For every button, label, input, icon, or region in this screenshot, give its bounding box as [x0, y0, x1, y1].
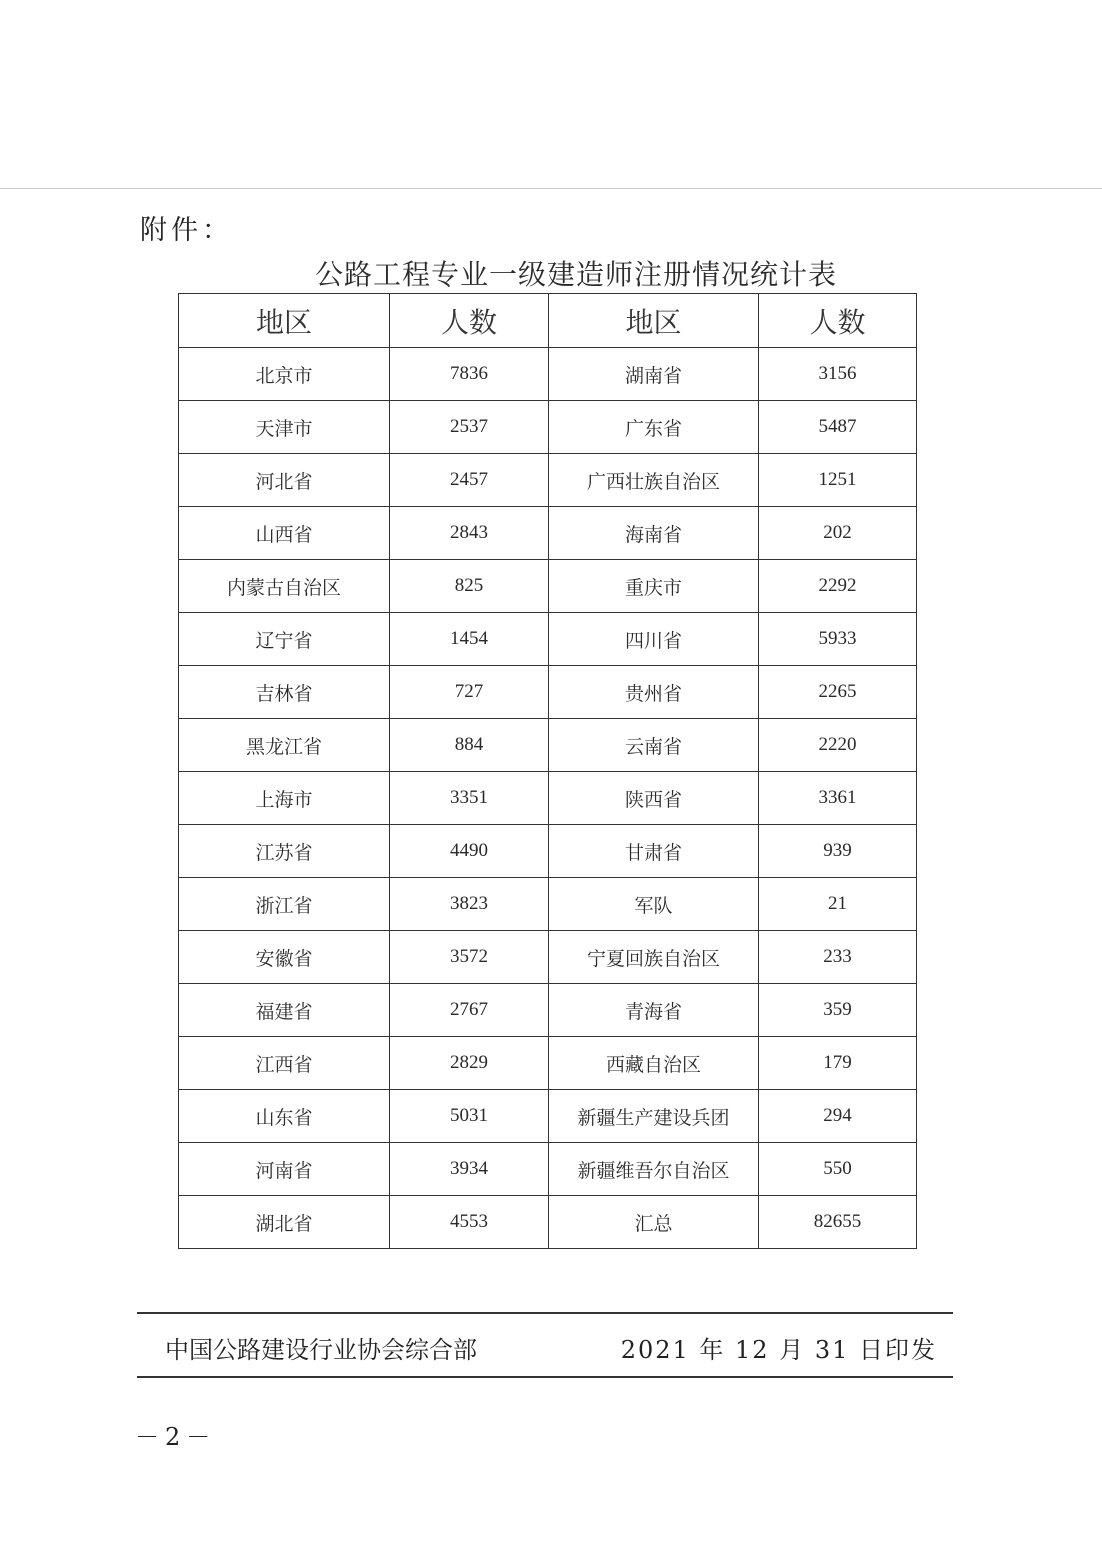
- scan-edge-line: [0, 188, 1102, 189]
- table-row: [179, 878, 917, 931]
- region-cell: 陕西省: [549, 772, 759, 825]
- region-cell: 河北省: [179, 454, 390, 507]
- region-cell: 河南省: [179, 1143, 390, 1196]
- region-cell: 宁夏回族自治区: [549, 931, 759, 984]
- table-row: [179, 931, 917, 984]
- region-cell: 军队: [549, 878, 759, 931]
- footer-rule-bottom: [137, 1376, 953, 1378]
- count-cell: 1251: [759, 454, 917, 507]
- region-cell: 湖南省: [549, 348, 759, 401]
- table-row: [179, 772, 917, 825]
- attachment-label: 附件：: [140, 215, 233, 246]
- region-cell: 西藏自治区: [549, 1037, 759, 1090]
- table-row: [179, 348, 917, 401]
- count-cell: 3351: [390, 772, 549, 825]
- count-cell: 3823: [390, 878, 549, 931]
- region-cell: 重庆市: [549, 560, 759, 613]
- count-cell: 3156: [759, 348, 917, 401]
- region-cell: 湖北省: [179, 1196, 390, 1249]
- header-count-left: 人数: [390, 294, 549, 348]
- table-row: [179, 719, 917, 772]
- table-row: [179, 401, 917, 454]
- region-cell: 云南省: [549, 719, 759, 772]
- region-cell: 辽宁省: [179, 613, 390, 666]
- count-cell: 2767: [390, 984, 549, 1037]
- count-cell: 5487: [759, 401, 917, 454]
- region-cell: 广西壮族自治区: [549, 454, 759, 507]
- header-count-right: 人数: [759, 294, 917, 348]
- region-cell: 汇总: [549, 1196, 759, 1249]
- table-row: [179, 507, 917, 560]
- count-cell: 179: [759, 1037, 917, 1090]
- count-cell: 3934: [390, 1143, 549, 1196]
- region-cell: 天津市: [179, 401, 390, 454]
- count-cell: 233: [759, 931, 917, 984]
- count-cell: 825: [390, 560, 549, 613]
- count-cell: 2843: [390, 507, 549, 560]
- table-row: [179, 1037, 917, 1090]
- header-region-left: 地区: [179, 294, 390, 348]
- table-row: [179, 825, 917, 878]
- count-cell: 5031: [390, 1090, 549, 1143]
- count-cell: 7836: [390, 348, 549, 401]
- count-cell: 5933: [759, 613, 917, 666]
- table-row: [179, 666, 917, 719]
- page-number: －2－: [135, 1423, 217, 1451]
- count-cell: 82655: [759, 1196, 917, 1249]
- count-cell: 727: [390, 666, 549, 719]
- region-cell: 新疆维吾尔自治区: [549, 1143, 759, 1196]
- count-cell: 939: [759, 825, 917, 878]
- header-region-right: 地区: [549, 294, 759, 348]
- region-cell: 四川省: [549, 613, 759, 666]
- region-cell: 福建省: [179, 984, 390, 1037]
- issue-date: 2021 年 12 月 31 日印发: [620, 1336, 937, 1364]
- table-row: [179, 1196, 917, 1249]
- region-cell: 上海市: [179, 772, 390, 825]
- region-cell: 安徽省: [179, 931, 390, 984]
- count-cell: 3572: [390, 931, 549, 984]
- region-cell: 山西省: [179, 507, 390, 560]
- region-cell: 海南省: [549, 507, 759, 560]
- region-cell: 江西省: [179, 1037, 390, 1090]
- table-row: [179, 560, 917, 613]
- region-cell: 青海省: [549, 984, 759, 1037]
- table-header-row: [179, 294, 917, 348]
- count-cell: 2457: [390, 454, 549, 507]
- table-row: [179, 613, 917, 666]
- region-cell: 吉林省: [179, 666, 390, 719]
- count-cell: 202: [759, 507, 917, 560]
- region-cell: 甘肃省: [549, 825, 759, 878]
- table-body: [179, 348, 917, 1249]
- footer-rule-top: [137, 1312, 953, 1314]
- region-cell: 黑龙江省: [179, 719, 390, 772]
- count-cell: 1454: [390, 613, 549, 666]
- region-cell: 山东省: [179, 1090, 390, 1143]
- count-cell: 884: [390, 719, 549, 772]
- region-cell: 浙江省: [179, 878, 390, 931]
- count-cell: 2537: [390, 401, 549, 454]
- count-cell: 3361: [759, 772, 917, 825]
- region-cell: 广东省: [549, 401, 759, 454]
- region-cell: 新疆生产建设兵团: [549, 1090, 759, 1143]
- count-cell: 550: [759, 1143, 917, 1196]
- count-cell: 4553: [390, 1196, 549, 1249]
- table-row: [179, 984, 917, 1037]
- count-cell: 2292: [759, 560, 917, 613]
- count-cell: 2829: [390, 1037, 549, 1090]
- count-cell: 2220: [759, 719, 917, 772]
- registration-stats-table: [178, 293, 917, 1249]
- table-title: 公路工程专业一级建造师注册情况统计表: [314, 258, 837, 291]
- count-cell: 294: [759, 1090, 917, 1143]
- count-cell: 359: [759, 984, 917, 1037]
- region-cell: 北京市: [179, 348, 390, 401]
- count-cell: 4490: [390, 825, 549, 878]
- table-row: [179, 454, 917, 507]
- table-row: [179, 1143, 917, 1196]
- table-row: [179, 1090, 917, 1143]
- region-cell: 内蒙古自治区: [179, 560, 390, 613]
- count-cell: 21: [759, 878, 917, 931]
- region-cell: 江苏省: [179, 825, 390, 878]
- issuer: 中国公路建设行业协会综合部: [165, 1336, 477, 1364]
- region-cell: 贵州省: [549, 666, 759, 719]
- count-cell: 2265: [759, 666, 917, 719]
